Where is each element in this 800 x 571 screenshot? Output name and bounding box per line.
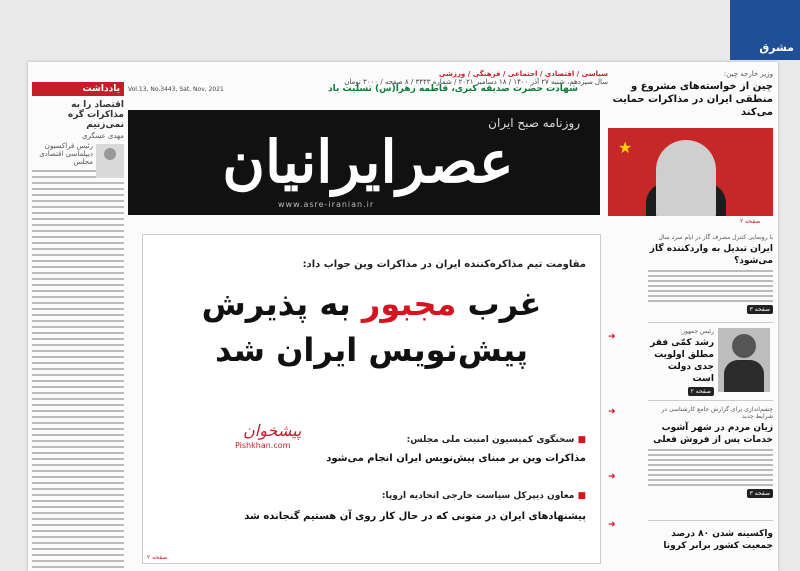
top-right-photo: [608, 128, 773, 216]
main-story-box: [142, 234, 601, 564]
sub2-label: ■ معاون دیپرکل سیاست خارجی اتحادیه اروپا:: [381, 491, 586, 501]
arrow-icon: ➜: [608, 520, 616, 530]
mashregh-watermark: مشرق: [730, 0, 800, 60]
top-right-kicker: وزیر خارجه چین:: [723, 70, 773, 78]
editorial-title: اقتصاد را به مذاکرات گره نمی‌زنیم: [67, 100, 124, 130]
sub2-text: پیشنهادهای ایران در متونی که در حال کار روی آن هستیم گنجانده شد: [244, 511, 586, 522]
right-item-2-title: رشد کمّی فقر مطلق اولویت جدی دولت است: [650, 338, 714, 384]
president-photo: [718, 328, 770, 392]
arrow-icon: ➜: [608, 407, 616, 417]
masthead: [128, 110, 600, 215]
right-item-4-title: واکسینه شدن ۸۰ درصد جمعیت کشور برابر کرونا: [663, 529, 773, 551]
newspaper-page: [28, 62, 778, 571]
masthead-url: www.asre-iranian.ir: [278, 200, 375, 209]
issue-info: سال سیزدهم، شنبه ۲۷ آذر ۱۴۰۰ / ۱۸ دسامبر ۲۰۲۱ / شماره ۳۴۴۳ / ۸ صفحه / ۳۰۰۰ تومان: [344, 78, 608, 86]
right-item-2-page: صفحه ۲: [688, 387, 714, 396]
main-title-line2: پیش‌نویس ایران شد: [214, 331, 529, 369]
main-kicker: مقاومت تیم مذاکره‌کننده ایران در مذاکرات وین جواب داد:: [302, 259, 586, 270]
newspaper-logo: عصرایرانیان: [222, 128, 514, 196]
masthead-subtitle: روزنامه صبح ایران: [488, 116, 580, 130]
right-item-3: چشم‌اندازی برای گزارش جامع کارشناسی در شرایط جدید زیان مردم در شهر آشوب خدمات پس از فروش فعلی صفحه ۳: [648, 406, 773, 498]
right-item-1: با رونمایی کنترل مصرف گاز در ایام سرد سال ایران تبدیل به واردکننده گاز می‌شود؟ صفحه ۳: [649, 234, 773, 313]
arrow-icon: ➜: [608, 332, 616, 342]
sub1-text: مذاکرات وین بر مبنای پیش‌نویس ایران انجام می‌شود: [326, 453, 586, 464]
main-title-highlight: مجبور: [361, 285, 457, 323]
right-item-3-page: صفحه ۳: [747, 489, 773, 498]
top-right-title: چین از خواسته‌های مشروع و منطقی ایران در مذاکرات حمایت می‌کند: [612, 81, 773, 118]
pishkhan-logo: پیشخوان: [243, 421, 302, 440]
bullet-icon: ■: [577, 491, 586, 501]
top-right-story: [608, 70, 773, 119]
right-item-2: رئیس جمهور: رشد کمّی فقر مطلق اولویت جدی دولت است صفحه ۲: [648, 328, 714, 396]
issue-info-en: Vol.13, No.3443, Sat, Nov, 2021: [128, 86, 224, 93]
sub1-label: ■ سخنگوی کمیسیون امنیت ملی مجلس:: [406, 435, 586, 445]
right-item-1-title: ایران تبدیل به واردکننده گاز می‌شود؟: [649, 244, 773, 266]
main-title-line1: غرب مجبور به پذیرش: [201, 285, 542, 323]
editorial-lead: رئیس فراکسیون دیپلماسی اقتصادی مجلس: [39, 142, 93, 166]
bullet-icon: ■: [577, 435, 586, 445]
right-item-4: [648, 526, 773, 554]
editorial-author: مهدی عسگری: [82, 132, 124, 140]
editorial-header: یادداشت: [32, 82, 124, 96]
main-page: صفحه ۲: [147, 554, 168, 561]
arrow-icon: ➜: [608, 472, 616, 482]
author-photo: [96, 144, 124, 178]
section-list: سیاسی / اقتصادی / اجتماعی / فرهنگی / ورزشی: [438, 70, 608, 78]
editorial-column: [32, 82, 124, 567]
star-icon: ★: [618, 138, 633, 157]
editorial-body: [32, 170, 124, 571]
top-right-page: صفحه ۲: [740, 218, 761, 225]
right-item-3-title: زیان مردم در شهر آشوب خدمات پس از فروش فعلی: [653, 423, 773, 445]
right-item-1-page: صفحه ۳: [747, 305, 773, 314]
masthead-headline: شهادت حضرت صدیقه کبری، فاطمه زهرا(س) تسلیت باد: [328, 84, 578, 94]
pishkhan-url: Pishkhan.com: [235, 441, 291, 450]
